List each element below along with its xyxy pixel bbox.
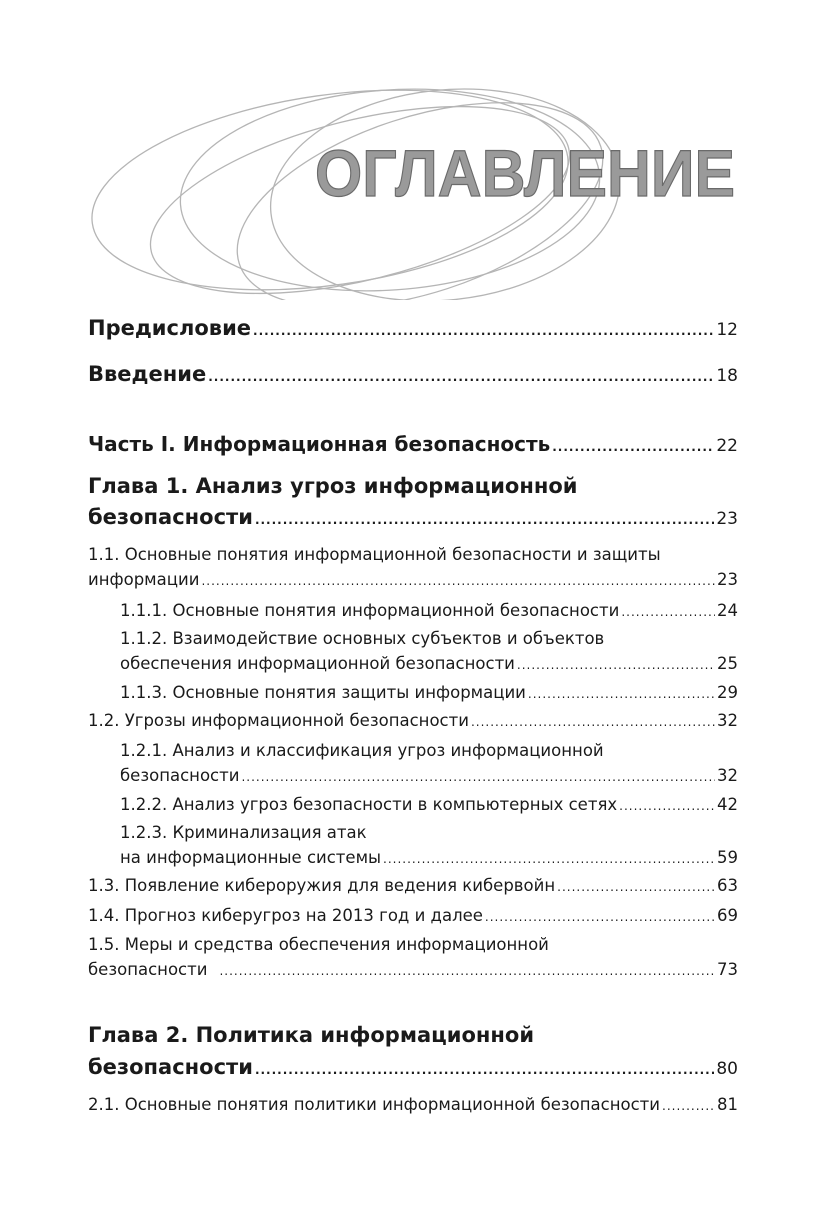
page-number: 69 — [717, 906, 738, 925]
toc-entry-intro[interactable] — [88, 362, 738, 386]
leader-dots — [662, 1099, 715, 1113]
entry-title: на информационные системы — [120, 848, 382, 867]
leader-dots — [201, 574, 715, 588]
toc-entry-part1[interactable] — [88, 432, 738, 456]
page-number: 18 — [716, 366, 738, 386]
page-number: 29 — [717, 683, 738, 702]
toc-entry-s1-2-2[interactable] — [120, 795, 738, 814]
page-number: 59 — [717, 848, 738, 867]
leader-dots — [241, 770, 715, 784]
toc-entry-ch2[interactable] — [88, 1055, 738, 1079]
page-number: 25 — [717, 654, 738, 673]
toc-entry-ch1-line1[interactable]: Глава 1. Анализ угроз информационной — [88, 474, 578, 498]
page-number: 81 — [717, 1095, 738, 1114]
toc-entry-s1-1-1[interactable] — [120, 601, 738, 620]
page-number: 12 — [716, 320, 738, 340]
toc-entry-s1-1-line1[interactable]: 1.1. Основные понятия информационной безопасности и защиты — [88, 545, 661, 564]
leader-dots — [619, 799, 715, 813]
entry-title: 1.2.2. Анализ угроз безопасности в компьютерных сетях — [120, 795, 618, 814]
page-number: 63 — [717, 876, 738, 895]
page-number: 23 — [716, 509, 738, 529]
title-banner — [0, 0, 827, 300]
entry-title: 1.3. Появление кибероружия для ведения кибервойн — [88, 876, 556, 895]
entry-title: 1.2. Угрозы информационной безопасности — [88, 711, 469, 730]
leader-dots — [528, 687, 715, 701]
entry-title: Часть I. Информационная безопасность — [88, 432, 551, 456]
leader-dots — [253, 324, 714, 338]
page-number: 23 — [717, 570, 738, 589]
entry-title: 1.1.3. Основные понятия защиты информации — [120, 683, 526, 702]
leader-dots — [255, 513, 714, 527]
leader-dots — [383, 852, 715, 866]
page-number: 32 — [717, 766, 738, 785]
leader-dots — [471, 715, 715, 729]
toc-entry-s1-1-2[interactable] — [120, 654, 738, 673]
toc-entry-s1-5-line1[interactable]: 1.5. Меры и средства обеспечения информационной — [88, 935, 549, 954]
entry-title: 1.4. Прогноз киберугроз на 2013 год и далее — [88, 906, 483, 925]
toc-entry-s1-2-1-line1[interactable]: 1.2.1. Анализ и классификация угроз информационной — [120, 741, 604, 760]
page-number: 80 — [716, 1059, 738, 1079]
toc-entry-s1-2[interactable] — [88, 711, 738, 730]
leader-dots — [219, 964, 715, 978]
page-number: 32 — [717, 711, 738, 730]
toc-entry-s2-1[interactable] — [88, 1095, 738, 1114]
toc-entry-s1-3[interactable] — [88, 876, 738, 895]
toc-entry-s1-1[interactable] — [88, 570, 738, 589]
entry-title: Предисловие — [88, 316, 252, 340]
leader-dots — [517, 658, 715, 672]
toc-entry-preface[interactable] — [88, 316, 738, 340]
entry-title: безопасности — [88, 1055, 253, 1079]
toc-entry-s1-1-2-line1[interactable]: 1.1.2. Взаимодействие основных субъектов и объектов — [120, 629, 605, 648]
toc-entry-ch1[interactable] — [88, 505, 738, 529]
leader-dots — [208, 370, 714, 384]
page-number: 22 — [716, 436, 738, 456]
entry-title: 2.1. Основные понятия политики информационной безопасности — [88, 1095, 661, 1114]
entry-title: безопасности — [88, 960, 208, 979]
leader-dots — [557, 880, 715, 894]
entry-title: безопасности — [120, 766, 240, 785]
page-number: 42 — [717, 795, 738, 814]
toc-entry-s1-2-3[interactable] — [120, 848, 738, 867]
page-number: 73 — [717, 960, 738, 979]
entry-title: обеспечения информационной безопасности — [120, 654, 515, 673]
entry-title: информации — [88, 570, 200, 589]
leader-dots — [485, 910, 715, 924]
page-title: ОГЛАВЛЕНИЕ — [315, 136, 735, 210]
leader-dots — [255, 1063, 714, 1077]
toc-entry-ch2-line1[interactable]: Глава 2. Политика информационной — [88, 1023, 535, 1047]
leader-dots — [552, 440, 714, 454]
toc-entry-s1-1-3[interactable] — [120, 683, 738, 702]
page-number: 24 — [717, 601, 738, 620]
entry-title: 1.1.1. Основные понятия информационной безопасности — [120, 601, 620, 620]
toc-entry-s1-2-3-line1[interactable]: 1.2.3. Криминализация атак — [120, 823, 367, 842]
toc-entry-s1-4[interactable] — [88, 906, 738, 925]
decorative-arcs-icon — [0, 0, 827, 300]
entry-title: безопасности — [88, 505, 253, 529]
leader-dots — [621, 605, 715, 619]
entry-title: Введение — [88, 362, 207, 386]
toc-entry-s1-5[interactable] — [88, 960, 738, 979]
toc-entry-s1-2-1[interactable] — [120, 766, 738, 785]
